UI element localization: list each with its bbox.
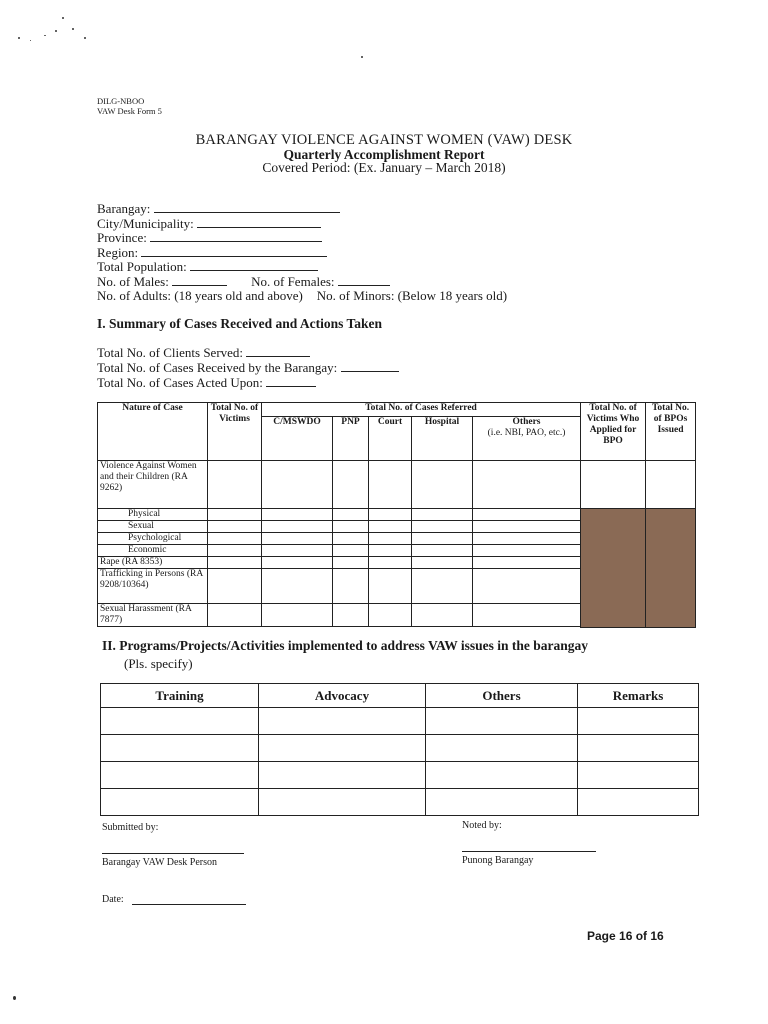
row-label-physical: Physical [98, 509, 208, 521]
header-others [473, 417, 581, 461]
cases-acted-label: Total No. of Cases Acted Upon: [97, 375, 263, 390]
shaded-cell [646, 509, 696, 628]
header-hospital: Hospital [412, 417, 473, 461]
header-training: Training [101, 684, 259, 708]
province-field[interactable] [150, 230, 322, 242]
females-field[interactable] [338, 274, 390, 286]
scan-speck [18, 37, 20, 39]
case-totals [97, 345, 399, 390]
noted-by-label: Noted by: [462, 820, 502, 831]
table-row [101, 708, 699, 735]
header-others: Others [426, 684, 578, 708]
region-field[interactable] [141, 245, 327, 257]
row-label-rape: Rape (RA 8353) [98, 557, 208, 569]
province-label: Province: [97, 230, 147, 246]
males-label: No. of Males: [97, 273, 169, 289]
adults-label: No. of Adults: (18 years old and above) [97, 287, 303, 303]
table-row [101, 789, 699, 816]
header-advocacy: Advocacy [259, 684, 426, 708]
minors-label: No. of Minors: (Below 18 years old) [316, 287, 508, 303]
submitted-by-label: Submitted by: [102, 822, 159, 833]
form-number: VAW Desk Form 5 [97, 106, 162, 116]
section-2-note: (Pls. specify) [124, 656, 193, 671]
females-label: No. of Females: [251, 273, 335, 289]
table-row [101, 762, 699, 789]
scan-speck [30, 40, 31, 41]
row-label-trafficking: Trafficking in Persons (RA 9208/10364) [98, 569, 208, 604]
scan-speck [361, 56, 363, 58]
section-2-title: II. Programs/Projects/Activities implemented to address VAW issues in the barangay [102, 638, 588, 653]
scan-speck [84, 37, 86, 39]
males-field[interactable] [172, 274, 227, 286]
barangay-field[interactable] [154, 201, 340, 213]
header-remarks: Remarks [578, 684, 699, 708]
date-field[interactable] [132, 904, 246, 905]
barangay-label: Barangay: [97, 201, 151, 216]
header-others-label: Others [512, 417, 541, 427]
report-subtitle: Quarterly Accomplishment Report [283, 147, 485, 162]
page-number: Page 16 of 16 [587, 929, 664, 943]
header-cases-referred: Total No. of Cases Referred [262, 403, 581, 417]
header-others-note: (i.e. NBI, PAO, etc.) [487, 428, 566, 438]
form-agency: DILG-NBOO [97, 96, 145, 106]
clients-served-label: Total No. of Clients Served: [97, 345, 244, 360]
row-label-psychological: Psychological [98, 533, 208, 545]
population-label: Total Population: [97, 259, 187, 275]
scan-speck [13, 996, 16, 1000]
header-pnp: PNP [333, 417, 369, 461]
covered-period: Covered Period: (Ex. January – March 2018) [262, 160, 506, 175]
cases-received-label: Total No. of Cases Received by the Barangay: [97, 360, 338, 375]
region-label: Region: [97, 244, 139, 260]
cases-received-field[interactable] [341, 360, 399, 372]
header-total-victims: Total No. of Victims [208, 403, 262, 461]
row-label-economic: Economic [98, 545, 208, 557]
report-title: BARANGAY VIOLENCE AGAINST WOMEN (VAW) DESK [195, 132, 573, 148]
row-label-harassment: Sexual Harassment (RA 7877) [98, 604, 208, 627]
table-row [101, 735, 699, 762]
scan-speck [55, 30, 57, 32]
header-cmswdo: C/MSWDO [262, 417, 333, 461]
barangay-info [97, 201, 507, 303]
scan-speck [72, 28, 74, 30]
date-label: Date: [102, 894, 124, 905]
row-label-vawc: Violence Against Women and their Children (RA 9262) [98, 461, 208, 509]
cases-acted-field[interactable] [266, 375, 316, 387]
city-field[interactable] [197, 216, 321, 228]
scan-speck [44, 35, 46, 36]
header-nature-of-case: Nature of Case [98, 403, 208, 461]
vaw-desk-person-label: Barangay VAW Desk Person [102, 857, 218, 868]
noted-signature-line [462, 851, 596, 852]
shaded-cell [581, 509, 646, 628]
table-row [98, 461, 696, 509]
cases-table [97, 402, 696, 628]
header-bpo-applied: Total No. of Victims Who Applied for BPO [581, 403, 646, 461]
programs-table [100, 683, 699, 816]
population-field[interactable] [190, 259, 318, 271]
header-bpo-issued: Total No. of BPOs Issued [646, 403, 696, 461]
section-1-title: I. Summary of Cases Received and Actions Taken [97, 316, 383, 331]
clients-served-field[interactable] [246, 345, 310, 357]
form-identifier [97, 96, 162, 116]
header-court: Court [369, 417, 412, 461]
scan-speck [62, 17, 64, 19]
submitted-signature-line [102, 853, 244, 854]
punong-barangay-label: Punong Barangay [462, 855, 534, 866]
table-row [98, 509, 696, 521]
city-label: City/Municipality: [97, 215, 194, 231]
row-label-sexual: Sexual [98, 521, 208, 533]
